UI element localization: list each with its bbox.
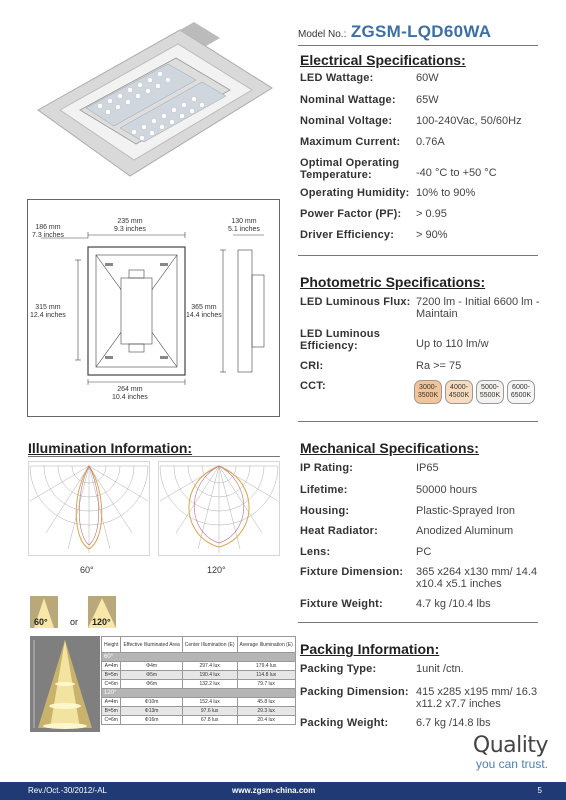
footer-revision: Rev./Oct.-30/2012/-AL bbox=[28, 786, 107, 795]
model-label: Model No.: bbox=[298, 29, 347, 40]
polar-label-60: 60° bbox=[80, 565, 94, 575]
table-row: C=6m Φ16m 67.8 lux 20.4 lux bbox=[102, 716, 296, 725]
illumination-cone bbox=[30, 636, 100, 732]
dim-264: 264 mm 10.4 inches bbox=[112, 386, 148, 401]
polar-diagram-60 bbox=[28, 461, 150, 556]
quality-logo bbox=[460, 733, 550, 777]
footer-website-link[interactable]: www.zgsm-china.com bbox=[232, 786, 316, 795]
photometric-divider bbox=[298, 421, 538, 422]
model-divider bbox=[298, 45, 538, 46]
cct-badge: 3000-3500K bbox=[414, 380, 442, 404]
cct-badge: 6000-6500K bbox=[507, 380, 535, 404]
illumination-title: Illumination Information: bbox=[28, 440, 193, 456]
dim-186: 186 mm 7.3 inches bbox=[32, 224, 64, 239]
table-header: Height Effective Illuminated Area Center Illumination (E) Average Illumination (E) bbox=[102, 637, 296, 653]
table-row: B=5m Φ5m 190.4 lux 114.8 lux bbox=[102, 671, 296, 680]
mechanical-title: Mechanical Specifications: bbox=[300, 440, 479, 456]
illumination-divider bbox=[28, 456, 280, 457]
electrical-divider bbox=[298, 255, 538, 256]
model-number bbox=[298, 22, 491, 42]
photometric-title: Photometric Specifications: bbox=[300, 274, 486, 290]
quality-logo-line1: Quality bbox=[472, 733, 548, 758]
dim-315: 315 mm 12.4 inches bbox=[30, 304, 66, 319]
table-row: C=6m Φ6m 132.2 lux 79.7 lux bbox=[102, 680, 296, 689]
model-value: ZGSM-LQD60WA bbox=[350, 22, 492, 41]
footer-bar bbox=[0, 782, 566, 800]
beam-label-or: or bbox=[70, 617, 79, 627]
table-group-120: 120° bbox=[102, 689, 296, 698]
table-row: B=5m Φ13m 97.6 lux 29.3 lux bbox=[102, 707, 296, 716]
table-row: A=4m Φ4m 297.4 lux 179.4 lux bbox=[102, 662, 296, 671]
dim-365: 365 mm 14.4 inches bbox=[186, 304, 222, 319]
cct-badge: 5000-5500K bbox=[476, 380, 504, 404]
polar-label-120: 120° bbox=[207, 565, 226, 575]
quality-logo-line2: you can trust. bbox=[475, 757, 548, 771]
electrical-title: Electrical Specifications: bbox=[300, 52, 466, 68]
illumination-table bbox=[101, 636, 296, 725]
dim-235: 235 mm 9.3 inches bbox=[114, 218, 146, 233]
table-row: A=4m Φ10m 152.4 lux 45.8 lux bbox=[102, 698, 296, 707]
mechanical-divider bbox=[298, 622, 538, 623]
table-group-60: 60° bbox=[102, 653, 296, 662]
polar-diagram-120 bbox=[158, 461, 280, 556]
beam-label-120: 120° bbox=[92, 617, 111, 627]
cct-badges bbox=[414, 380, 535, 404]
cct-badge: 4000-4500K bbox=[445, 380, 473, 404]
packing-title: Packing Information: bbox=[300, 641, 440, 657]
beam-label-60: 60° bbox=[34, 617, 48, 627]
product-photo bbox=[30, 18, 275, 188]
dim-130: 130 mm 5.1 inches bbox=[228, 218, 260, 233]
footer-page-number: 5 bbox=[537, 786, 542, 795]
dimension-drawing bbox=[27, 199, 280, 417]
